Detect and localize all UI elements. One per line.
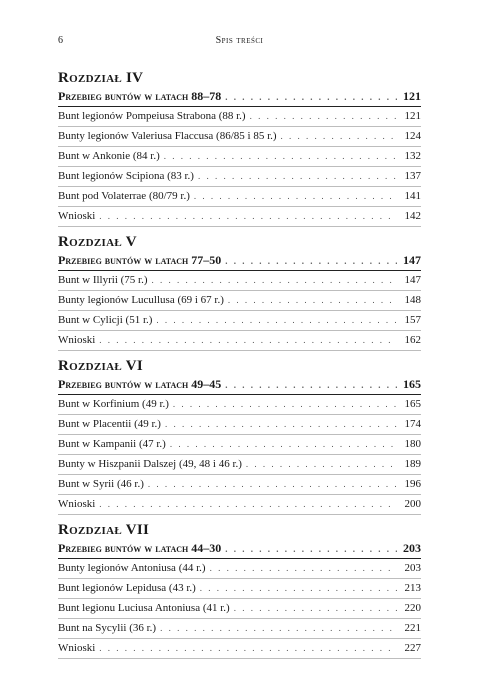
page-ref: 227 — [404, 642, 421, 654]
entry-text: Wnioski — [58, 210, 96, 222]
page-ref: 189 — [404, 458, 421, 470]
toc-entry — [58, 107, 421, 127]
leader-dots — [210, 559, 397, 578]
entry-text: Bunt w Placentii (49 r.) — [58, 418, 161, 430]
toc-entry — [58, 475, 421, 495]
leader-dots — [99, 495, 397, 514]
entry-text: Bunt w Kampanii (47 r.) — [58, 438, 166, 450]
toc-entry — [58, 271, 421, 291]
page-ref: 196 — [404, 478, 421, 490]
page-ref: 213 — [404, 582, 421, 594]
chapter-vi — [58, 358, 421, 515]
entry-text: Bunt na Sycylii (36 r.) — [58, 622, 157, 634]
toc-entry — [58, 639, 421, 659]
page-ref: 121 — [404, 110, 421, 122]
toc-entry — [58, 311, 421, 331]
entry-text: Wnioski — [58, 642, 96, 654]
entry-text: Bunt legionu Luciusa Antoniusa (41 r.) — [58, 602, 230, 614]
leader-dots — [99, 331, 397, 350]
toc-entry — [58, 187, 421, 207]
chapter-v — [58, 234, 421, 351]
entry-text: Bunty legionów Lucullusa (69 i 67 r.) — [58, 294, 224, 306]
page-ref: 203 — [403, 541, 421, 555]
chapter-vii — [58, 522, 421, 659]
leader-dots — [156, 311, 397, 330]
leader-dots — [225, 88, 397, 107]
chapter-title-row — [58, 87, 421, 107]
entry-text: Bunt w Illyrii (75 r.) — [58, 274, 148, 286]
chapter-label: Rozdział VII — [58, 522, 150, 538]
leader-dots — [152, 271, 397, 290]
leader-dots — [99, 639, 397, 658]
toc-entry — [58, 167, 421, 187]
leader-dots — [170, 435, 397, 454]
entry-text: Bunt pod Volaterrae (80/79 r.) — [58, 190, 190, 202]
entry-text: Bunt legionów Pompeiusa Strabona (88 r.) — [58, 110, 246, 122]
toc-entry — [58, 435, 421, 455]
page-ref: 165 — [404, 398, 421, 410]
page-ref: 132 — [404, 150, 421, 162]
page-ref: 141 — [404, 190, 421, 202]
toc-entry — [58, 207, 421, 227]
leader-dots — [194, 187, 397, 206]
chapter-title-row — [58, 539, 421, 559]
toc-entry — [58, 579, 421, 599]
leader-dots — [160, 619, 397, 638]
page-ref: 221 — [404, 622, 421, 634]
page-ref: 180 — [404, 438, 421, 450]
page-ref: 162 — [404, 334, 421, 346]
entry-text: Bunty legionów Valeriusa Flaccusa (86/85 i 85 r.) — [58, 130, 277, 142]
page-ref: 203 — [404, 562, 421, 574]
leader-dots — [246, 455, 397, 474]
entry-text: Bunt w Ankonie (84 r.) — [58, 150, 160, 162]
page-ref: 147 — [403, 253, 421, 267]
entry-text: Bunty legionów Antoniusa (44 r.) — [58, 562, 206, 574]
chapter-title: Przebieg buntów w latach 49–45 — [58, 377, 222, 391]
toc-entry — [58, 147, 421, 167]
toc-entry — [58, 619, 421, 639]
leader-dots — [99, 207, 397, 226]
leader-dots — [281, 127, 397, 146]
page-ref: 142 — [404, 210, 421, 222]
leader-dots — [228, 291, 397, 310]
leader-dots — [250, 107, 397, 126]
page-ref: 157 — [404, 314, 421, 326]
entry-text: Bunt w Cylicji (51 r.) — [58, 314, 153, 326]
chapter-title-row — [58, 251, 421, 271]
chapter-title: Przebieg buntów w latach 88–78 — [58, 89, 222, 103]
toc-entry — [58, 559, 421, 579]
chapter-label: Rozdział VI — [58, 358, 144, 374]
leader-dots — [148, 475, 397, 494]
toc-entry — [58, 331, 421, 351]
page-ref: 148 — [404, 294, 421, 306]
page-ref: 165 — [403, 377, 421, 391]
running-head: Spis treści — [215, 35, 264, 46]
chapter-title-row — [58, 375, 421, 395]
page-ref: 174 — [404, 418, 421, 430]
chapter-title: Przebieg buntów w latach 44–30 — [58, 541, 222, 555]
toc-entry — [58, 495, 421, 515]
entry-text: Bunty w Hiszpanii Dalszej (49, 48 i 46 r.) — [58, 458, 242, 470]
chapter-label: Rozdział IV — [58, 70, 144, 86]
leader-dots — [200, 579, 397, 598]
toc-entry — [58, 415, 421, 435]
page-header — [58, 35, 421, 49]
leader-dots — [234, 599, 397, 618]
toc-entry — [58, 291, 421, 311]
entry-text: Bunt w Korfinium (49 r.) — [58, 398, 169, 410]
toc-entry — [58, 455, 421, 475]
toc-entry — [58, 395, 421, 415]
toc-entry — [58, 127, 421, 147]
leader-dots — [165, 415, 397, 434]
entry-text: Wnioski — [58, 498, 96, 510]
leader-dots — [225, 376, 397, 395]
chapter-title: Przebieg buntów w latach 77–50 — [58, 253, 222, 267]
table-of-contents — [58, 70, 421, 666]
entry-text: Bunt legionów Scipiona (83 r.) — [58, 170, 194, 182]
leader-dots — [198, 167, 397, 186]
leader-dots — [173, 395, 397, 414]
page-ref: 200 — [404, 498, 421, 510]
leader-dots — [164, 147, 397, 166]
entry-text: Wnioski — [58, 334, 96, 346]
page-number: 6 — [58, 35, 63, 46]
entry-text: Bunt legionów Lepidusa (43 r.) — [58, 582, 196, 594]
chapter-iv — [58, 70, 421, 227]
leader-dots — [225, 540, 397, 559]
page-ref: 147 — [404, 274, 421, 286]
entry-text: Bunt w Syrii (46 r.) — [58, 478, 144, 490]
page-ref: 137 — [404, 170, 421, 182]
chapter-label: Rozdział V — [58, 234, 137, 250]
page-ref: 220 — [404, 602, 421, 614]
page-ref: 121 — [403, 89, 421, 103]
toc-entry — [58, 599, 421, 619]
leader-dots — [225, 252, 397, 271]
page-ref: 124 — [404, 130, 421, 142]
